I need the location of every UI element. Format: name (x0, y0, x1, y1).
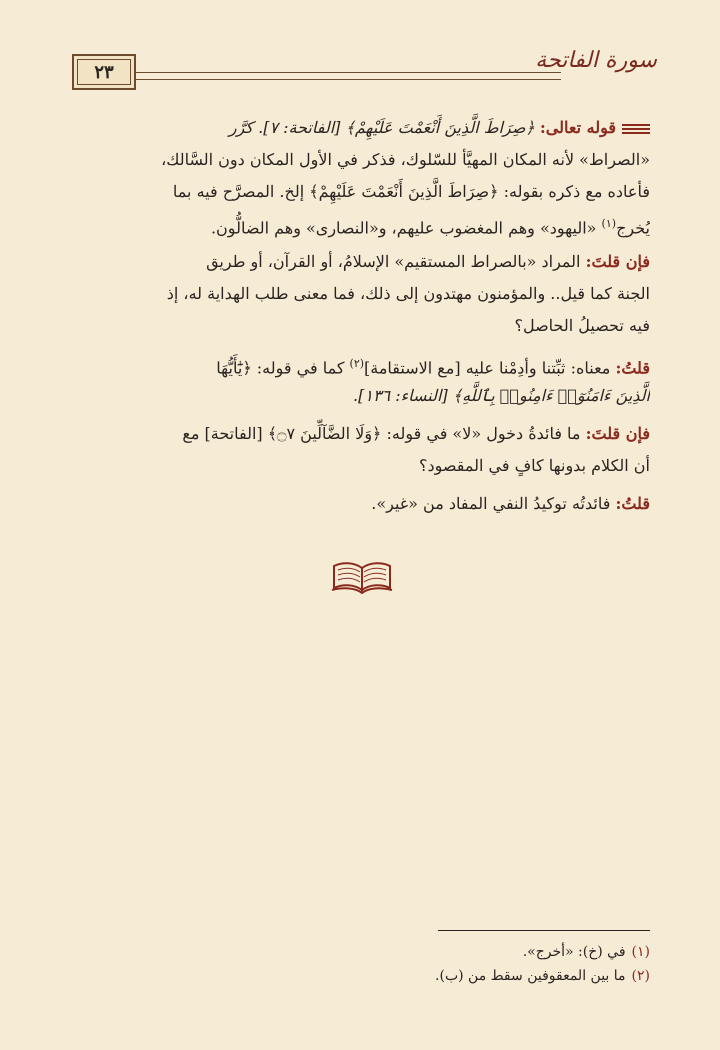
header-rule (118, 72, 561, 80)
text-line (65, 418, 650, 450)
footnote-text: في (خ): «أخرج». (522, 944, 626, 960)
text-segment: ما فائدةُ دخول «لا» في قوله: ﴿وَلَا الضَّآلِّينَ ۝٧﴾ [الفاتحة] مع (182, 424, 586, 443)
page-header (72, 48, 657, 88)
text-segment: معناه: ثبِّتنا وأدِمْنا عليه [مع الاستقامة] (364, 358, 616, 378)
footnote-marker: (٢) (349, 357, 365, 370)
text-line (65, 112, 650, 144)
text-segment: يُخرج (616, 218, 650, 238)
footnote-number: (٢) (631, 968, 650, 984)
text-line: الَّذِينَ ءَامَنُوٓا۟ ءَامِنُوا۟ بِٱللَّهِ﴾ [النساء: ١٣٦]. (353, 386, 650, 405)
page-number: ٢٣ (94, 61, 114, 83)
text-line (65, 246, 650, 278)
main-text (65, 112, 650, 520)
text-segment: المراد «بالصراط المستقيم» الإسلامُ، أو القرآن، أو طريق (206, 252, 586, 271)
verse-heading: قوله تعالى: (539, 118, 616, 137)
text-line: الجنة كما قيل.. والمؤمنون مهتدون إلى ذلك، فما معنى طلب الهداية له، إذ (166, 284, 650, 303)
text-line (65, 348, 650, 380)
page-number-frame (72, 54, 136, 90)
text-line: فيه تحصيلُ الحاصل؟ (514, 316, 650, 335)
text-segment: ﴿صِرَاطَ الَّذِينَ أَنْعَمْتَ عَلَيْهِمْ﴾ [الفاتحة: ٧]. كرَّر (228, 118, 535, 137)
question-label: فإن قلتَ: (585, 252, 650, 271)
text-line (65, 208, 650, 240)
answer-label: قلتُ: (615, 358, 650, 378)
text-line: فأعاده مع ذكره بقوله: ﴿صِرَاطَ الَّذِينَ أَنْعَمْتَ عَلَيْهِمْ﴾ إلخ. المصرَّح فيه بما (172, 182, 650, 201)
text-line (65, 488, 650, 520)
footnote (65, 940, 650, 964)
text-line: أن الكلام بدونها كافٍ في المقصود؟ (419, 456, 650, 475)
text-segment: فائدتُه توكيدُ النفي المفاد من «غير». (371, 494, 616, 513)
surah-title: سورة الفاتحة (535, 48, 657, 73)
text-segment: كما في قوله: ﴿يَٰٓأَيُّهَا (216, 358, 350, 378)
footnote-marker: (١) (601, 217, 617, 230)
text-segment: «اليهود» وهم المغضوب عليهم، و«النصارى» وهم الضالُّون. (210, 218, 602, 238)
open-book-icon (330, 560, 394, 594)
footnote-text: ما بين المعقوفين سقط من (ب). (435, 968, 626, 984)
text-line: «الصراط» لأنه المكان المهيَّأ للسّلوك، فذكر في الأول المكان دون السَّالك، (161, 150, 650, 169)
footnote-number: (١) (631, 944, 650, 960)
footnote-divider (438, 930, 650, 931)
ornament-icon (622, 122, 650, 136)
answer-label: قلتُ: (615, 494, 650, 513)
footnotes (65, 940, 650, 988)
question-label: فإن قلتَ: (585, 424, 650, 443)
footnote (65, 964, 650, 988)
